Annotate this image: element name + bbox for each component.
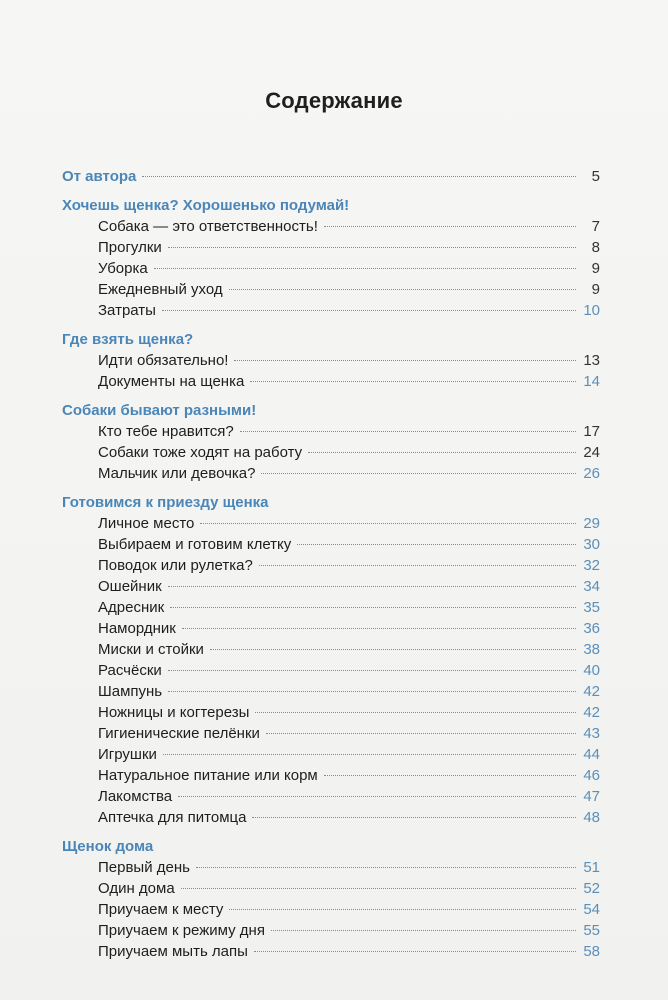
toc-entry-label: Выбираем и готовим клетку — [98, 536, 292, 553]
table-of-contents — [62, 166, 600, 970]
toc-section — [62, 492, 600, 828]
toc-page-number: 9 — [591, 260, 600, 277]
toc-entry[interactable] — [62, 421, 600, 442]
dot-leader — [250, 381, 576, 382]
toc-entry-label: Затраты — [98, 302, 156, 319]
toc-entry-label: Ошейник — [98, 578, 162, 595]
toc-entry-label: Намордник — [98, 620, 176, 637]
dot-leader — [170, 607, 576, 608]
dot-leader — [324, 775, 576, 776]
toc-page-number: 54 — [583, 901, 600, 918]
toc-heading-label: От автора — [62, 168, 137, 185]
toc-entry-label: Собаки тоже ходят на работу — [98, 444, 303, 461]
dot-leader — [308, 452, 576, 453]
toc-entry[interactable] — [62, 681, 600, 702]
dot-leader — [142, 176, 576, 177]
toc-entry-label: Поводок или рулетка? — [98, 557, 253, 574]
toc-entry[interactable] — [62, 463, 600, 484]
toc-section-heading[interactable] — [62, 329, 600, 350]
toc-page-number: 7 — [591, 218, 600, 235]
toc-entry-label: Личное место — [98, 515, 195, 532]
toc-section — [62, 195, 600, 321]
toc-page-number: 30 — [583, 536, 600, 553]
dot-leader — [255, 712, 576, 713]
toc-page-number: 8 — [591, 239, 600, 256]
toc-page-number: 52 — [583, 880, 600, 897]
toc-page-number: 17 — [583, 423, 600, 440]
toc-entry[interactable] — [62, 576, 600, 597]
toc-entry[interactable] — [62, 920, 600, 941]
toc-entry-label: Идти обязательно! — [98, 352, 229, 369]
dot-leader — [200, 523, 576, 524]
toc-heading-label: Щенок дома — [62, 838, 154, 855]
toc-page-number: 55 — [583, 922, 600, 939]
toc-page-number: 34 — [583, 578, 600, 595]
toc-entry-label: Кто тебе нравится? — [98, 423, 234, 440]
toc-entry-label: Ежедневный уход — [98, 281, 223, 298]
toc-page-number: 9 — [591, 281, 600, 298]
toc-page-number: 42 — [583, 683, 600, 700]
toc-page-number: 35 — [583, 599, 600, 616]
dot-leader — [162, 310, 576, 311]
toc-entry[interactable] — [62, 807, 600, 828]
dot-leader — [234, 360, 576, 361]
toc-section-heading[interactable] — [62, 836, 600, 857]
dot-leader — [297, 544, 576, 545]
toc-entry[interactable] — [62, 639, 600, 660]
toc-entry[interactable] — [62, 513, 600, 534]
dot-leader — [154, 268, 576, 269]
toc-entry-label: Прогулки — [98, 239, 162, 256]
toc-page-number: 48 — [583, 809, 600, 826]
toc-page-number: 58 — [583, 943, 600, 960]
toc-entry[interactable] — [62, 258, 600, 279]
dot-leader — [271, 930, 576, 931]
toc-heading-label: Готовимся к приезду щенка — [62, 494, 269, 511]
toc-entry[interactable] — [62, 702, 600, 723]
dot-leader — [196, 867, 576, 868]
toc-page-number: 40 — [583, 662, 600, 679]
toc-entry[interactable] — [62, 534, 600, 555]
toc-entry[interactable] — [62, 899, 600, 920]
toc-page-number: 44 — [583, 746, 600, 763]
toc-page-number: 51 — [583, 859, 600, 876]
toc-page-number: 13 — [583, 352, 600, 369]
dot-leader — [229, 909, 576, 910]
toc-entry-label: Адресник — [98, 599, 165, 616]
toc-entry-label: Документы на щенка — [98, 373, 245, 390]
toc-page-number: 46 — [583, 767, 600, 784]
toc-entry[interactable] — [62, 765, 600, 786]
dot-leader — [259, 565, 576, 566]
dot-leader — [163, 754, 576, 755]
toc-entry-label: Натуральное питание или корм — [98, 767, 318, 784]
toc-entry[interactable] — [62, 350, 600, 371]
toc-heading-label: Собаки бывают разными! — [62, 402, 257, 419]
toc-section-heading[interactable] — [62, 166, 600, 187]
toc-entry-label: Приучаем к режиму дня — [98, 922, 265, 939]
toc-entry-label: Шампунь — [98, 683, 163, 700]
toc-entry-label: Игрушки — [98, 746, 157, 763]
toc-page-number: 43 — [583, 725, 600, 742]
toc-entry[interactable] — [62, 237, 600, 258]
toc-section-heading[interactable] — [62, 195, 600, 216]
toc-entry[interactable] — [62, 300, 600, 321]
toc-entry[interactable] — [62, 744, 600, 765]
dot-leader — [252, 817, 576, 818]
toc-entry-label: Ножницы и когтерезы — [98, 704, 250, 721]
dot-leader — [229, 289, 576, 290]
toc-entry-label: Приучаем мыть лапы — [98, 943, 248, 960]
toc-entry-label: Первый день — [98, 859, 190, 876]
toc-entry[interactable] — [62, 660, 600, 681]
toc-page-number: 10 — [583, 302, 600, 319]
toc-entry[interactable] — [62, 216, 600, 237]
toc-entry[interactable] — [62, 941, 600, 962]
toc-entry-label: Аптечка для питомца — [98, 809, 247, 826]
dot-leader — [168, 247, 576, 248]
toc-entry-label: Лакомства — [98, 788, 173, 805]
toc-entry[interactable] — [62, 786, 600, 807]
toc-entry-label: Миски и стойки — [98, 641, 204, 658]
toc-page-number: 32 — [583, 557, 600, 574]
dot-leader — [240, 431, 576, 432]
toc-entry-label: Один дома — [98, 880, 175, 897]
toc-page-number: 36 — [583, 620, 600, 637]
toc-entry[interactable] — [62, 618, 600, 639]
toc-page-number: 26 — [583, 465, 600, 482]
toc-entry[interactable] — [62, 597, 600, 618]
toc-entry-label: Расчёски — [98, 662, 162, 679]
toc-entry[interactable] — [62, 371, 600, 392]
toc-entry[interactable] — [62, 878, 600, 899]
toc-page-number: 38 — [583, 641, 600, 658]
dot-leader — [181, 888, 576, 889]
toc-entry-label: Собака — это ответственность! — [98, 218, 318, 235]
toc-entry[interactable] — [62, 279, 600, 300]
dot-leader — [168, 670, 576, 671]
toc-entry-label: Мальчик или девочка? — [98, 465, 256, 482]
toc-page-number: 14 — [583, 373, 600, 390]
toc-heading-label: Хочешь щенка? Хорошенько подумай! — [62, 197, 350, 214]
toc-page-number: 5 — [591, 168, 600, 185]
toc-section — [62, 329, 600, 392]
dot-leader — [178, 796, 576, 797]
toc-page-number: 47 — [583, 788, 600, 805]
toc-entry[interactable] — [62, 723, 600, 744]
toc-section — [62, 400, 600, 484]
toc-section-heading[interactable] — [62, 492, 600, 513]
toc-entry[interactable] — [62, 442, 600, 463]
toc-page-number: 42 — [583, 704, 600, 721]
dot-leader — [254, 951, 576, 952]
dot-leader — [210, 649, 576, 650]
toc-heading-label: Где взять щенка? — [62, 331, 194, 348]
dot-leader — [168, 691, 576, 692]
dot-leader — [261, 473, 576, 474]
toc-entry-label: Уборка — [98, 260, 148, 277]
dot-leader — [266, 733, 576, 734]
toc-section — [62, 166, 600, 187]
dot-leader — [182, 628, 576, 629]
dot-leader — [168, 586, 576, 587]
page-title: Содержание — [265, 88, 403, 113]
toc-entry[interactable] — [62, 555, 600, 576]
toc-page-number: 29 — [583, 515, 600, 532]
dot-leader — [324, 226, 576, 227]
toc-page-number: 24 — [583, 444, 600, 461]
toc-entry-label: Приучаем к месту — [98, 901, 224, 918]
toc-entry[interactable] — [62, 857, 600, 878]
toc-entry-label: Гигиенические пелёнки — [98, 725, 260, 742]
toc-section-heading[interactable] — [62, 400, 600, 421]
toc-section — [62, 836, 600, 962]
